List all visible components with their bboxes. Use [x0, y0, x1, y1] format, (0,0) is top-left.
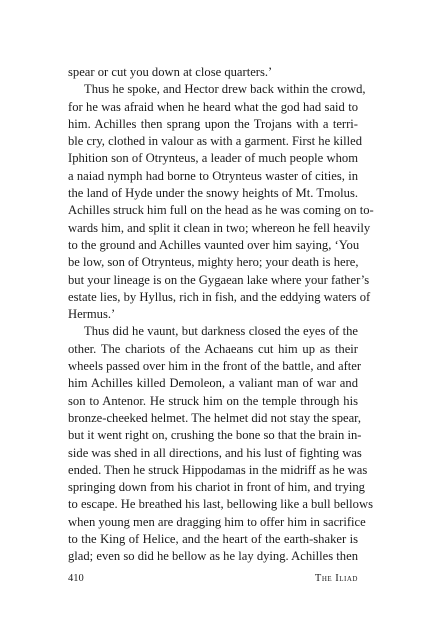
- text-line: Thus did he vaunt, but darkness closed the eyes of the: [84, 324, 358, 339]
- text-line: wards him, and split it clean in two; whereon he fell heavily: [68, 220, 371, 235]
- body-text: [68, 64, 374, 566]
- text-line: to the King of Helice, and the heart of the earth-shaker is: [68, 532, 358, 547]
- text-line: a naiad nymph had borne to Otrynteus waster of cities, in: [68, 168, 358, 183]
- text-line: Achilles struck him full on the head as he was coming on to-: [68, 203, 374, 218]
- text-line: glad; even so did he bellow as he lay dying. Achilles then: [68, 549, 358, 564]
- text-line: other. The chariots of the Achaeans cut him up as their: [68, 341, 358, 356]
- text-line: but your lineage is on the Gygaean lake where your father’s: [68, 272, 370, 287]
- text-line: Thus he spoke, and Hector drew back within the crowd,: [84, 82, 366, 97]
- page-number: 410: [68, 573, 84, 584]
- text-line: him Achilles killed Demoleon, a valiant man of war and: [68, 376, 358, 391]
- text-line: estate lies, by Hyllus, rich in fish, and the eddying waters of: [68, 289, 371, 304]
- text-line: to the ground and Achilles vaunted over him saying, ‘You: [68, 237, 360, 252]
- text-line: son to Antenor. He struck him on the temple through his: [68, 393, 358, 408]
- text-line: for he was afraid when he heard what the god had said to: [68, 99, 358, 114]
- text-line: bronze-cheeked helmet. The helmet did not stay the spear,: [68, 410, 362, 425]
- text-line: wheels passed over him in the front of the battle, and after: [68, 359, 362, 374]
- text-line: him. Achilles then sprang upon the Trojans with a terri-: [68, 116, 358, 131]
- text-line: ended. Then he struck Hippodamas in the midriff as he was: [68, 462, 368, 477]
- text-line: Iphition son of Otrynteus, a leader of much people whom: [68, 151, 358, 166]
- text-line: when young men are dragging him to offer him in sacrifice: [68, 514, 366, 529]
- text-line: ble cry, clothed in valour as with a garment. First he killed: [68, 134, 363, 149]
- text-line: but it went right on, crushing the bone so that the brain in-: [68, 428, 362, 443]
- text-line: side was shed in all directions, and his lust of fighting was: [68, 445, 362, 460]
- running-title: The Iliad: [314, 573, 358, 584]
- text-line: Hermus.’: [68, 307, 116, 322]
- text-line: springing down from his chariot in front of him, and trying: [68, 480, 365, 495]
- text-line: spear or cut you down at close quarters.’: [68, 65, 273, 79]
- text-line: the land of Hyde under the snowy heights of Mt. Tmolus.: [68, 186, 358, 201]
- text-line: to escape. He breathed his last, bellowing like a bull bellows: [68, 497, 373, 512]
- text-line: be low, son of Otrynteus, mighty hero; your death is here,: [68, 255, 359, 270]
